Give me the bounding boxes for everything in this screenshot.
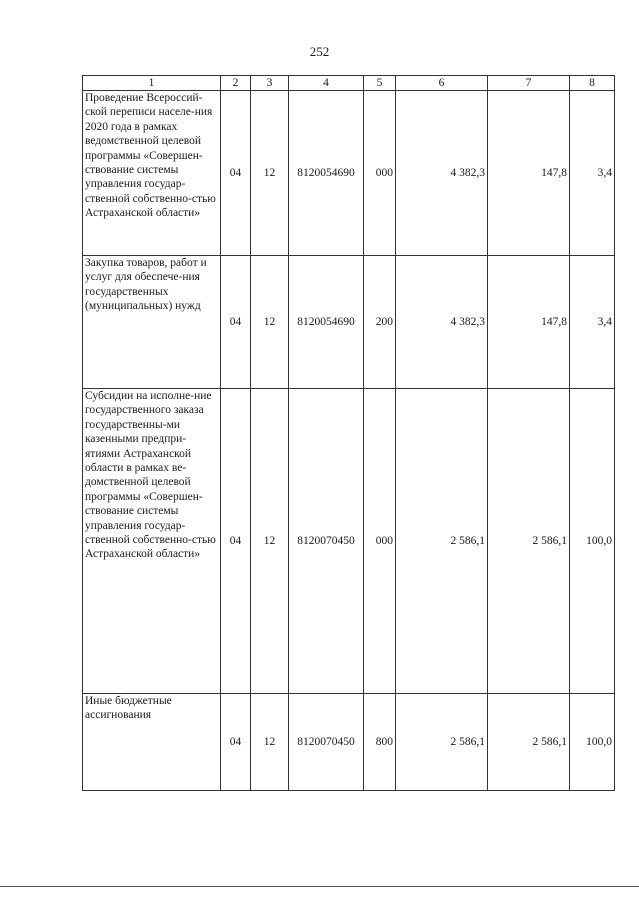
row-expense-type: 800 (364, 694, 396, 791)
row-actual: 147,8 (488, 256, 570, 389)
row-subsection: 12 (251, 694, 289, 791)
header-col-5: 5 (364, 76, 396, 91)
row-plan: 4 382,3 (396, 91, 488, 256)
header-col-3: 3 (251, 76, 289, 91)
row-subsection: 12 (251, 389, 289, 694)
row-percent: 100,0 (570, 389, 615, 694)
row-expense-type: 000 (364, 91, 396, 256)
row-target-code: 8120070450 (289, 694, 364, 791)
row-plan: 2 586,1 (396, 694, 488, 791)
row-subsection: 12 (251, 256, 289, 389)
row-percent: 3,4 (570, 91, 615, 256)
header-col-8: 8 (570, 76, 615, 91)
header-row (83, 76, 615, 91)
header-col-4: 4 (289, 76, 364, 91)
row-expense-type: 200 (364, 256, 396, 389)
row-target-code: 8120054690 (289, 256, 364, 389)
budget-table (82, 75, 615, 791)
row-percent: 100,0 (570, 694, 615, 791)
row-actual: 147,8 (488, 91, 570, 256)
row-name: Закупка товаров, работ и услуг для обеспече-ния государственных (муниципальных) нужд (83, 256, 221, 389)
row-name: Проведение Всероссий-ской переписи населе-ния 2020 года в рамках ведомственной целевой программы «Совершен-ствование системы управления государ-ственной собственно-стью Астраханской области» (83, 91, 221, 256)
row-target-code: 8120054690 (289, 91, 364, 256)
row-section: 04 (221, 389, 251, 694)
row-subsection: 12 (251, 91, 289, 256)
header-col-6: 6 (396, 76, 488, 91)
row-percent: 3,4 (570, 256, 615, 389)
table-row (83, 91, 615, 256)
header-col-2: 2 (221, 76, 251, 91)
row-expense-type: 000 (364, 389, 396, 694)
row-name: Субсидии на исполне-ние государственного заказа государственны-ми казенными предпри-ятиями Астраханской области в рамках ве-домственной целевой программы «Совершен-ствование системы управления государ-ственной собственно-стью Астраханской области» (83, 389, 221, 694)
table-row (83, 694, 615, 791)
row-target-code: 8120070450 (289, 389, 364, 694)
row-actual: 2 586,1 (488, 389, 570, 694)
row-actual: 2 586,1 (488, 694, 570, 791)
row-plan: 2 586,1 (396, 389, 488, 694)
row-section: 04 (221, 91, 251, 256)
page-bottom-rule (0, 886, 639, 887)
table-row (83, 389, 615, 694)
header-col-7: 7 (488, 76, 570, 91)
header-col-1: 1 (83, 76, 221, 91)
row-section: 04 (221, 694, 251, 791)
row-section: 04 (221, 256, 251, 389)
page-number: 252 (309, 44, 330, 59)
row-plan: 4 382,3 (396, 256, 488, 389)
table-row (83, 256, 615, 389)
row-name: Иные бюджетные ассигнования (83, 694, 221, 791)
